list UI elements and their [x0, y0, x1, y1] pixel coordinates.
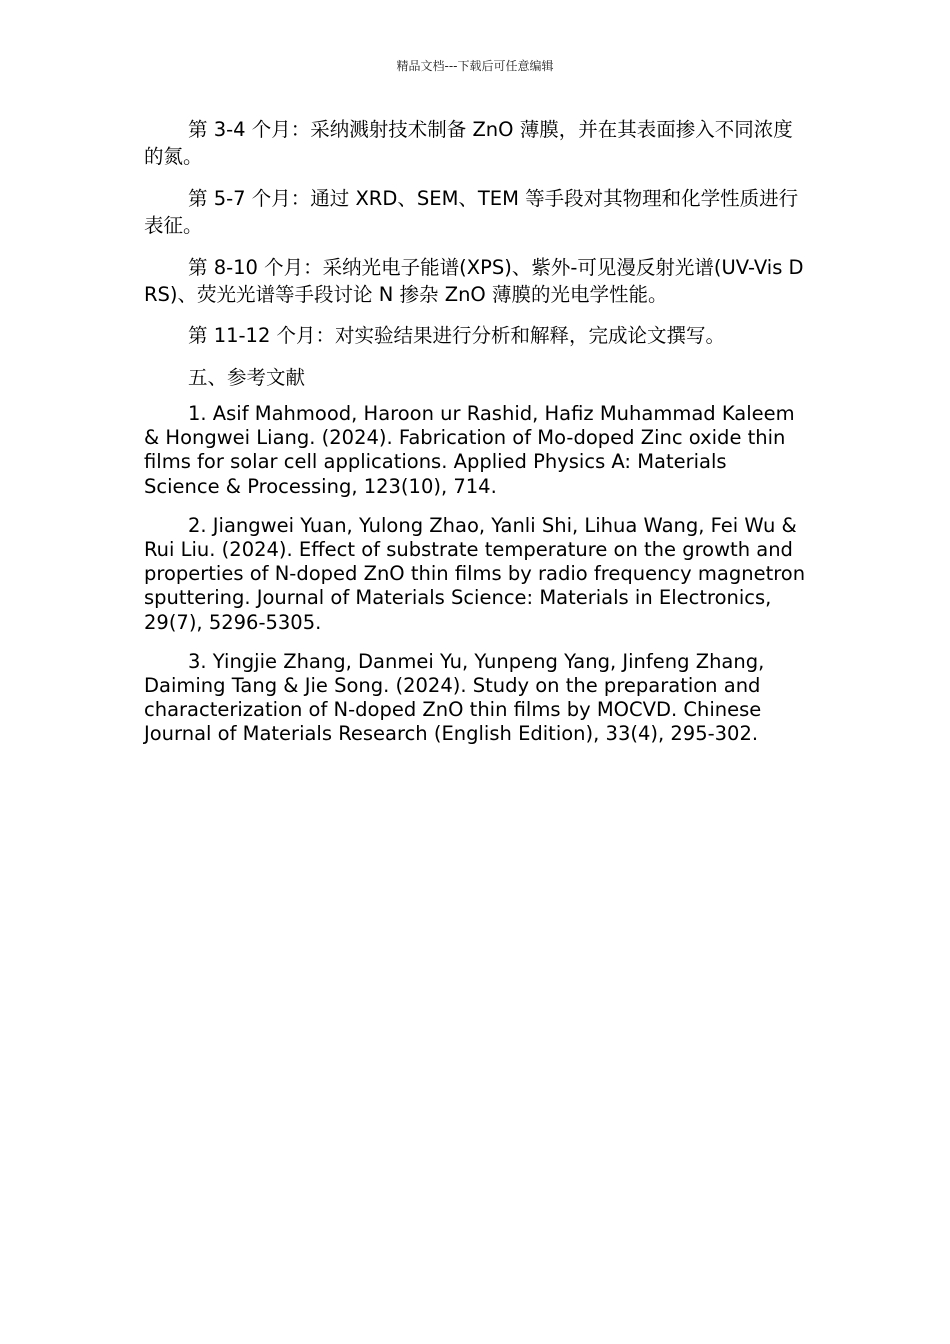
schedule-item-months-8-10: 第 8-10 个月：采纳光电子能谱(XPS)、紫外-可见漫反射光谱(UV-Vis DRS)、荧光光谱等手段讨论 N 掺杂 ZnO 薄膜的光电学性能。 — [144, 256, 804, 306]
document-body — [144, 116, 806, 762]
reference-item-3: 3. Yingjie Zhang, Danmei Yu, Yunpeng Yang, Jinfeng Zhang, Daiming Tang & Jie Song. (2024). Study on the preparation and characterization of N-doped ZnO thin films by MOCVD. Chinese Journal of Materials Research (English Edition), 33(4), 295-302. — [144, 649, 765, 746]
schedule-item-months-11-12: 第 11-12 个月：对实验结果进行分析和解释，完成论文撰写。 — [188, 324, 726, 347]
schedule-item-months-5-7: 第 5-7 个月：通过 XRD、SEM、TEM 等手段对其物理和化学性质进行表征。 — [144, 187, 799, 237]
page-header: 精品文档---下载后可任意编辑 — [396, 59, 554, 73]
schedule-item-months-3-4: 第 3-4 个月：采纳溅射技术制备 ZnO 薄膜，并在其表面掺入不同浓度的氮。 — [144, 118, 793, 168]
references-heading: 五、参考文献 — [188, 366, 306, 389]
reference-item-1: 1. Asif Mahmood, Haroon ur Rashid, Hafiz Muhammad Kaleem & Hongwei Liang. (2024). Fabrication of Mo-doped Zinc oxide thin films for solar cell applications. Applied Physics A: Materials Science & Processing, 123(10), 714. — [144, 402, 795, 498]
reference-item-2: 2. Jiangwei Yuan, Yulong Zhao, Yanli Shi, Lihua Wang, Fei Wu & Rui Liu. (2024). Effect of substrate temperature on the growth and properties of N-doped ZnO thin films by radio frequency magnetron sputtering. Journal of Materials Science: Materials in Electronics, 29(7), 5296-5305. — [144, 513, 806, 634]
